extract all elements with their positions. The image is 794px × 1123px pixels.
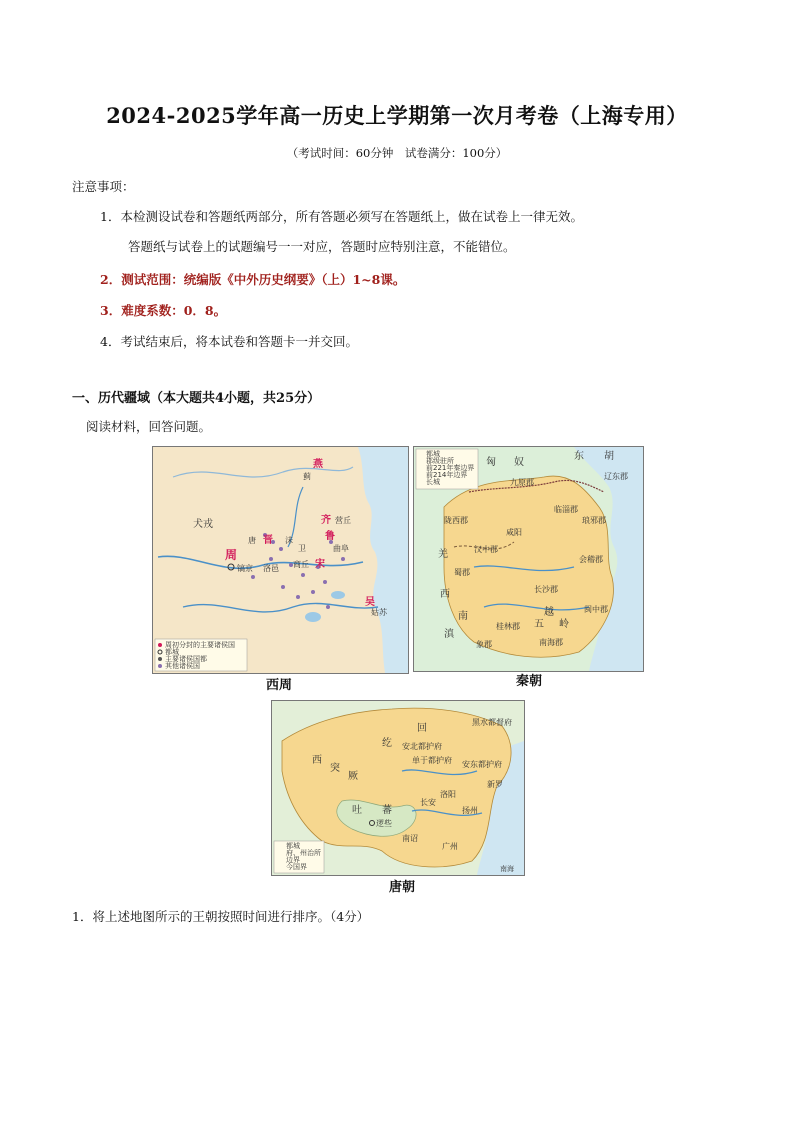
map-label-ling: 岭: [559, 619, 569, 630]
map-label-wu: 吴: [365, 597, 375, 608]
map-label-liaodong: 辽东郡: [604, 472, 628, 481]
map-label-yan: 燕: [313, 459, 323, 470]
legend-tang-2: 府、州治所: [286, 849, 321, 857]
notice-item-1-cont: 答题纸与试卷上的试题编号一一对应，答题时应特别注意，不能错位。: [128, 239, 516, 254]
notice-item-3: 3．难度系数：0．8。: [100, 303, 227, 318]
map-label-hanzhong: 汉中郡: [474, 545, 498, 554]
legend-xizhou-4: 其他诸侯国: [165, 662, 200, 670]
map-label-langye: 琅邪郡: [582, 516, 606, 525]
notice-item-2: 2．测试范围：统编版《中外历史纲要》（上）1~8课。: [100, 272, 406, 287]
map-label-xianyang: 咸阳: [506, 528, 522, 537]
map-label-jue: 厥: [348, 771, 358, 782]
map-label-tu-t: 突: [330, 763, 340, 774]
map-label-bo: 蕃: [382, 805, 392, 816]
map-label-changan: 长安: [420, 798, 436, 807]
map-label-linzi: 临淄郡: [554, 505, 578, 514]
map-label-jiuyuan: 九原郡: [510, 478, 534, 487]
map-label-nanzhao: 南诏: [402, 834, 418, 843]
notice-item-1: 1．本检测设试卷和答题纸两部分，所有答题必须写在答题纸上，做在试卷上一律无效。: [100, 209, 583, 224]
section-lead: 阅读材料，回答问题。: [86, 419, 212, 434]
map-label-shangqiu: 商丘: [293, 560, 309, 569]
question-1: 1．将上述地图所示的王朝按照时间进行排序。（4分）: [72, 909, 370, 924]
legend-qin-5: 长城: [426, 478, 440, 486]
map-label-qiang: 羌: [438, 549, 448, 560]
notice-item-4: 4．考试结束后，将本试卷和答题卡一并交回。: [100, 334, 358, 349]
legend-tang-4: 今国界: [286, 863, 307, 871]
map-label-wu5: 五: [534, 619, 544, 630]
map-label-nan: 南: [458, 611, 468, 622]
map-label-qufu: 曲阜: [333, 544, 349, 553]
map-label-quanrong: 犬戎: [193, 519, 213, 530]
map-label-shu: 蜀郡: [454, 568, 470, 577]
map-label-guilin: 桂林郡: [496, 622, 520, 631]
legend-qin-1: 都城: [426, 450, 440, 458]
legend-xizhou-1: 周初分封的主要诸侯国: [165, 641, 235, 649]
map-label-he: 纥: [382, 738, 392, 749]
map-label-nu: 奴: [514, 457, 524, 468]
legend-qin-3: 前221年秦边界: [426, 464, 475, 472]
map-label-kuaiji: 会稽郡: [579, 555, 603, 564]
map-label-mei: 沬: [285, 536, 293, 545]
map-label-minzhong: 闽中郡: [584, 605, 608, 614]
section-heading: 一、历代疆域（本大题共4小题，共25分）: [72, 391, 321, 406]
map-label-dian: 滇: [444, 629, 454, 640]
map-label-yingqiu: 营丘: [335, 516, 351, 525]
map-label-changsha: 长沙郡: [534, 585, 558, 594]
map-label-anbei: 安北都护府: [402, 742, 442, 751]
legend-tang-3: 边界: [286, 856, 300, 864]
legend-qin-2: 郡级驻所: [426, 457, 454, 465]
map-label-tu: 吐: [352, 805, 362, 816]
map-label-song: 宋: [315, 559, 325, 570]
map-label-luoxie: 逻些: [376, 819, 392, 828]
map-label-tang: 唐: [248, 536, 256, 545]
map-label-ji: 蓟: [303, 472, 311, 481]
map-qin: [413, 446, 644, 672]
map-label-yue: 越: [544, 607, 554, 618]
map-label-nanhai-t: 南海: [500, 865, 514, 873]
map-label-zhou: 周: [225, 548, 238, 562]
map-label-qi: 齐: [321, 515, 331, 526]
notice-heading: 注意事项：: [72, 179, 135, 194]
map-label-hui: 回: [417, 723, 427, 734]
map-label-luoyi: 洛邑: [263, 564, 279, 573]
map-label-xiang: 象郡: [476, 640, 492, 649]
caption-tang: 唐朝: [389, 880, 416, 895]
map-label-luoyang: 洛阳: [440, 790, 456, 799]
map-label-xi-t: 西: [312, 755, 322, 766]
map-label-guangzhou: 广州: [442, 842, 458, 851]
map-label-xiong: 匈: [486, 457, 496, 468]
legend-tang-1: 都城: [286, 842, 300, 850]
map-label-yangzhou: 扬州: [462, 806, 478, 815]
map-label-xinluo: 新罗: [487, 780, 503, 789]
map-tang: [271, 700, 525, 876]
map-label-wei: 卫: [298, 544, 306, 553]
map-label-gusu: 姑苏: [371, 608, 387, 617]
map-label-lu: 鲁: [325, 531, 335, 542]
exam-info: （考试时间：60分钟 试卷满分：100分）: [286, 146, 508, 160]
legend-qin-4: 前214年边界: [426, 471, 468, 479]
caption-xizhou: 西周: [266, 678, 293, 693]
map-label-longxi: 陇西郡: [444, 516, 468, 525]
map-xizhou: [152, 446, 409, 674]
page-title: 2024-2025学年高一历史上学期第一次月考卷（上海专用）: [106, 103, 688, 128]
map-label-shanyu: 单于都护府: [412, 756, 452, 765]
map-label-xi: 西: [440, 589, 450, 600]
map-label-nanhai: 南海郡: [539, 638, 563, 647]
caption-qin: 秦朝: [516, 674, 543, 689]
legend-xizhou-2: 都城: [165, 648, 179, 656]
map-label-haojing: 镐京: [237, 564, 253, 573]
map-label-heishui: 黑水都督府: [472, 718, 512, 727]
map-label-dong: 东: [574, 451, 584, 462]
map-label-andong: 安东都护府: [462, 760, 502, 769]
map-label-jin: 晋: [263, 535, 273, 546]
map-label-hu: 胡: [604, 451, 614, 462]
legend-xizhou-3: 主要诸侯国都: [165, 655, 207, 663]
